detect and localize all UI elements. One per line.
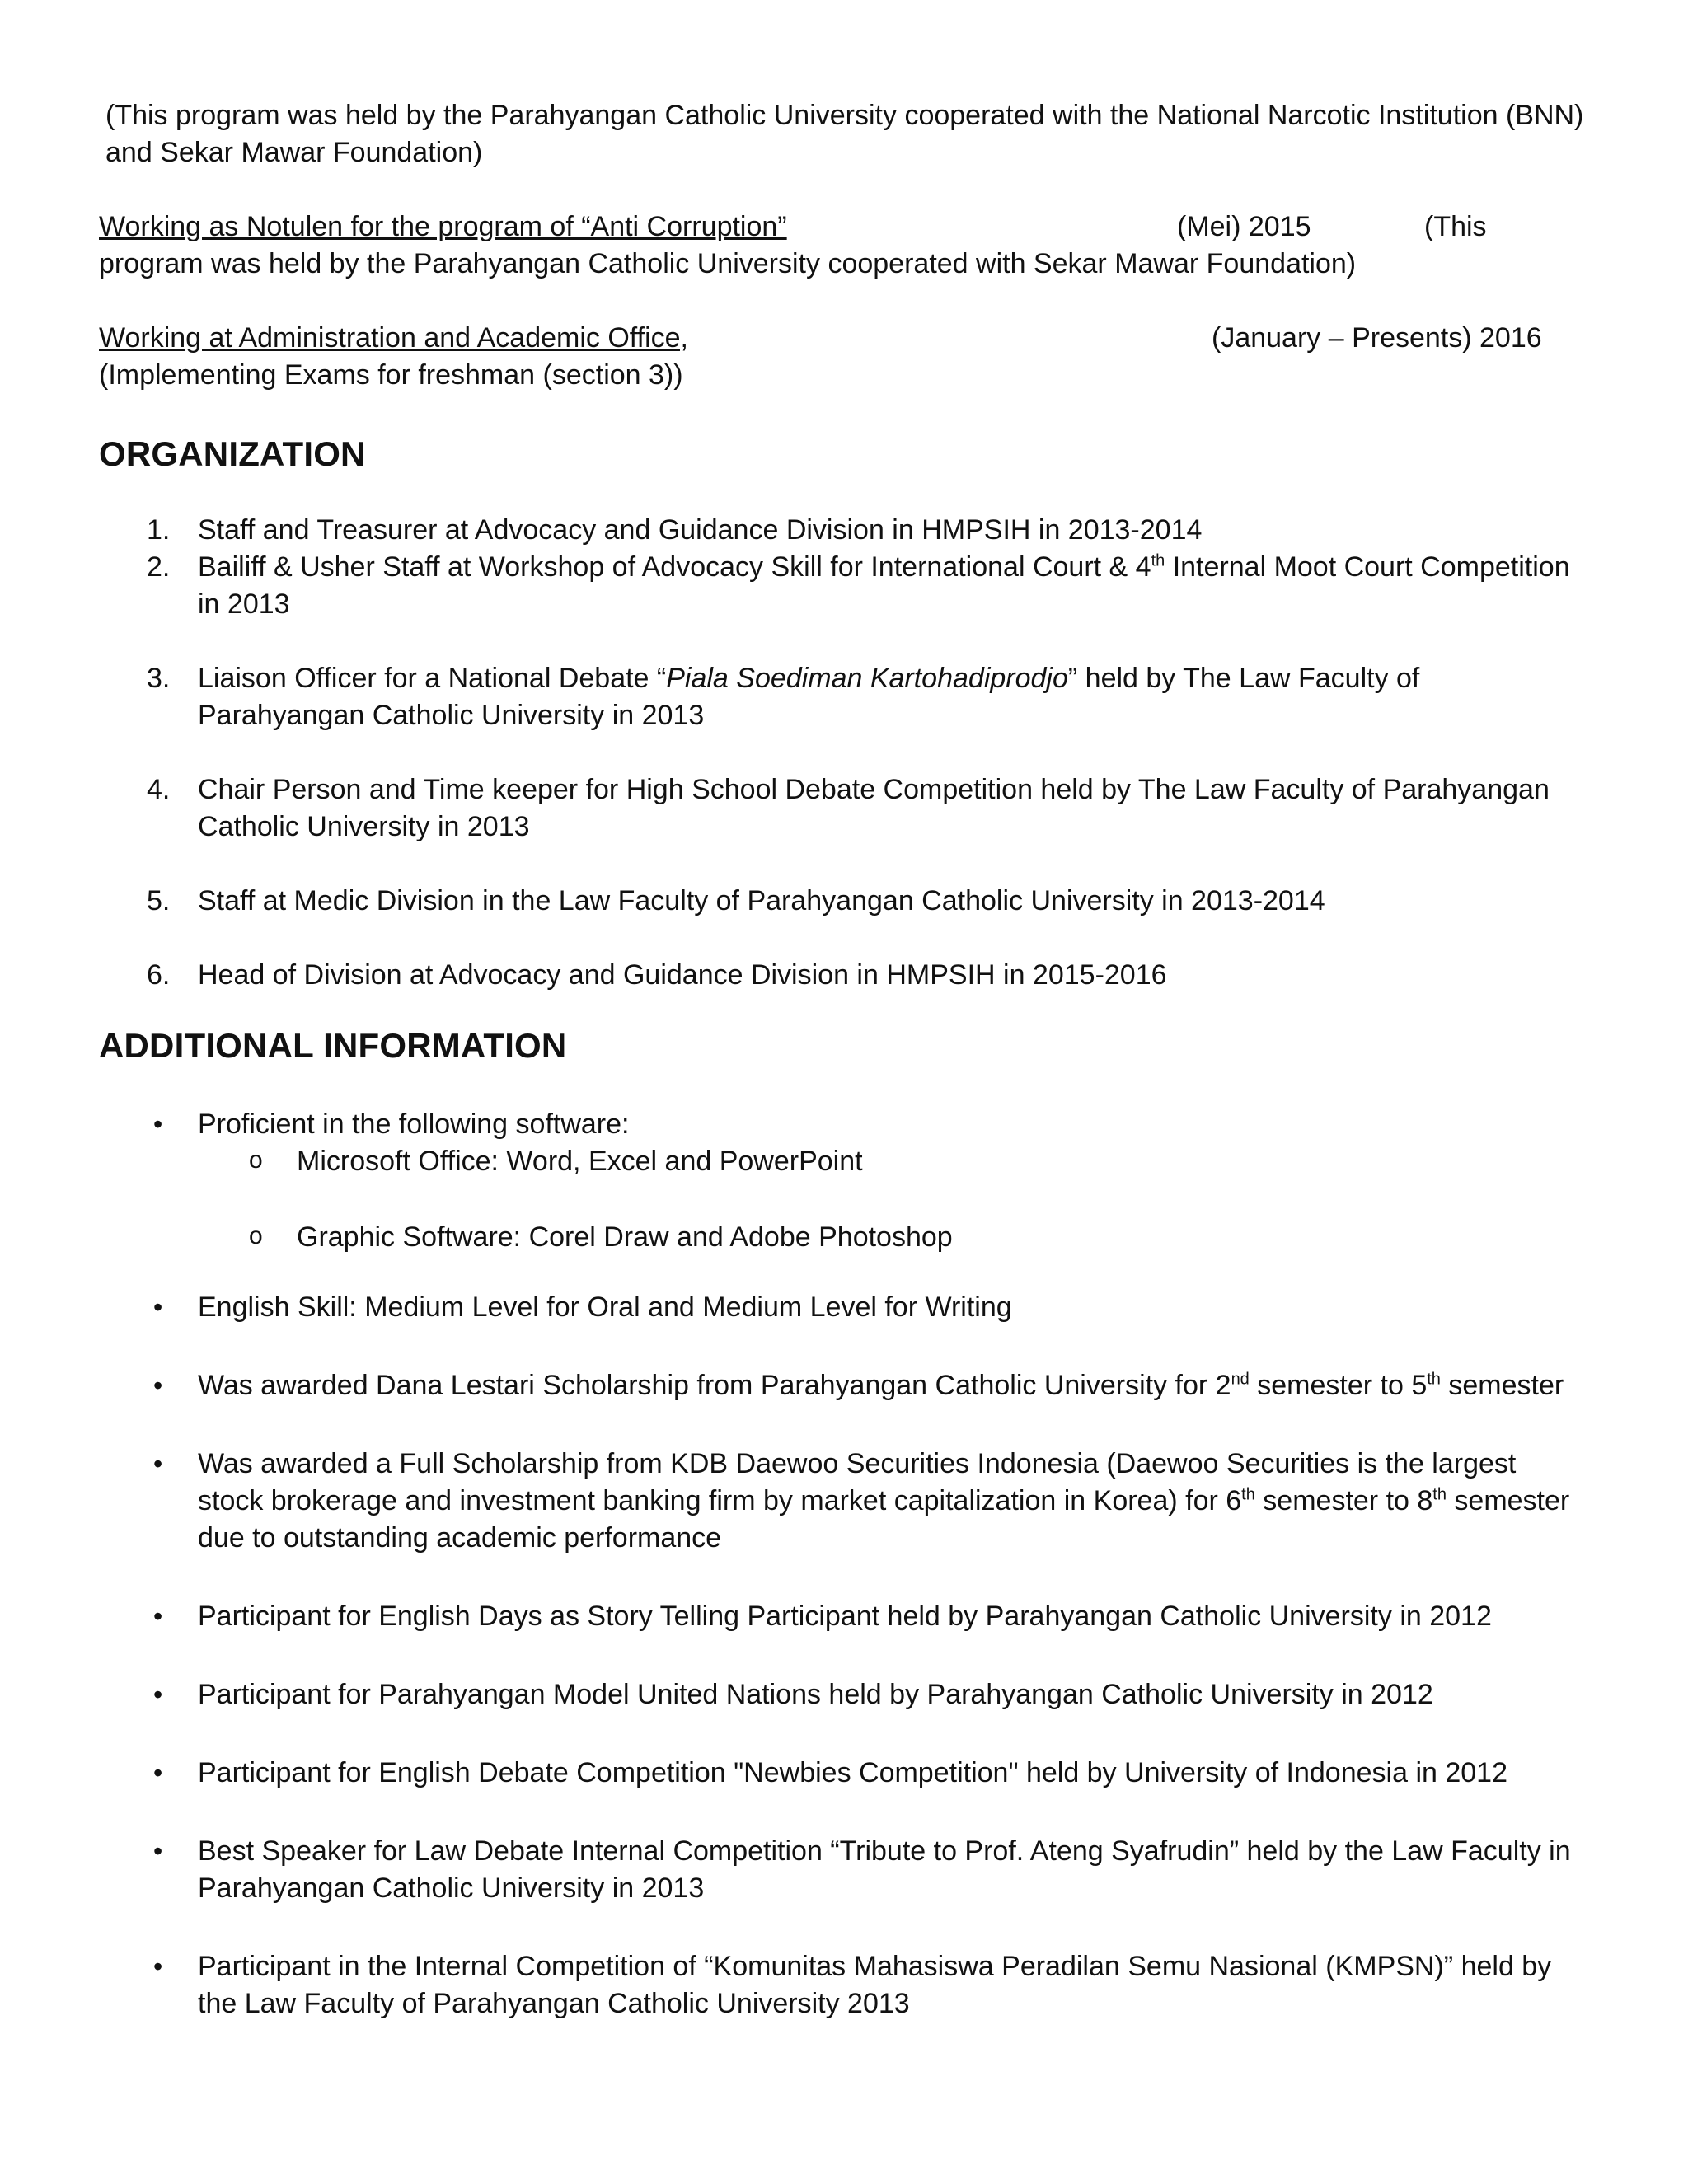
bullet-icon: • (153, 1449, 163, 1479)
work-date: (Mei) 2015 (1177, 211, 1311, 242)
list-item (99, 957, 1587, 994)
list-item (99, 1446, 1587, 1557)
sub-list-item (198, 1143, 1587, 1180)
bullet-icon: • (153, 1758, 163, 1788)
circle-bullet-icon: o (249, 1222, 263, 1249)
bullet-icon: • (153, 1952, 163, 1981)
list-item (99, 512, 1587, 549)
section-heading-organization: ORGANIZATION (99, 434, 366, 473)
item-text: Best Speaker for Law Debate Internal Competition “Tribute to Prof. Ateng Syafrudin” held by the Law Faculty in Parahyangan Catholic University in 2013 (198, 1835, 1571, 1904)
ordinal-suffix: th (1241, 1485, 1255, 1504)
item-text: Liaison Officer for a National Debate “ (198, 663, 667, 694)
organization-list (99, 512, 1587, 994)
item-text: Staff at Medic Division in the Law Faculty of Parahyangan Catholic University in 2013-2014 (198, 885, 1325, 916)
list-item (99, 1948, 1587, 2022)
item-text: Participant in the Internal Competition of “Komunitas Mahasiswa Peradilan Semu Nasional (KMPSN)” held by the Law Faculty of Parahyangan Catholic University 2013 (198, 1951, 1552, 2019)
item-text: Bailiff & Usher Staff at Workshop of Advocacy Skill for International Court & 4 (198, 551, 1151, 583)
bullet-icon: • (153, 1292, 163, 1322)
list-item (99, 771, 1587, 846)
item-text: English Skill: Medium Level for Oral and Medium Level for Writing (198, 1291, 1012, 1323)
item-text: Participant for English Debate Competition "Newbies Competition" held by University of Indonesia in 2012 (198, 1757, 1507, 1788)
work-note: program was held by the Parahyangan Catholic University cooperated with Sekar Mawar Foundation) (99, 248, 1357, 279)
item-text: Proficient in the following software: (198, 1108, 630, 1140)
ordinal-suffix: th (1432, 1485, 1447, 1504)
program-note: (This program was held by the Parahyangan Catholic University cooperated with the National Narcotic Institution (BNN) and Sekar Mawar Foundation) (106, 100, 1584, 168)
software-list (198, 1143, 1587, 1256)
item-text: Participant for English Days as Story Telling Participant held by Parahyangan Catholic University in 2012 (198, 1601, 1492, 1632)
circle-bullet-icon: o (249, 1146, 263, 1174)
item-text: Was awarded Dana Lestari Scholarship from Parahyangan Catholic University for 2 (198, 1370, 1231, 1401)
item-text: Staff and Treasurer at Advocacy and Guidance Division in HMPSIH in 2013-2014 (198, 514, 1203, 546)
item-text: semester due to outstanding academic performance (198, 1485, 1570, 1554)
item-text: semester to 8 (1254, 1485, 1433, 1516)
item-number: 5. (147, 885, 171, 916)
list-item (99, 549, 1587, 623)
bullet-icon: • (153, 1680, 163, 1709)
additional-list (99, 1106, 1587, 2022)
bullet-icon: • (153, 1601, 163, 1631)
work-date: (January – Presents) 2016 (1212, 322, 1542, 354)
section-heading-additional: ADDITIONAL INFORMATION (99, 1026, 567, 1065)
item-text: semester (1440, 1370, 1564, 1401)
item-number: 3. (147, 663, 171, 694)
item-text: semester to 5 (1249, 1370, 1428, 1401)
bullet-icon: • (153, 1836, 163, 1866)
ordinal-suffix: th (1427, 1370, 1441, 1389)
sub-list-item (198, 1219, 1587, 1256)
item-text: ” held by The Law Faculty of Parahyangan Catholic University in 2013 (198, 663, 1420, 731)
work-entry-notulen (99, 209, 1587, 283)
item-number: 6. (147, 959, 171, 991)
item-text: Internal Moot Court Competition in 2013 (198, 551, 1570, 620)
list-item (99, 1367, 1587, 1404)
list-item (99, 660, 1587, 734)
item-number: 4. (147, 774, 171, 805)
item-text: Participant for Parahyangan Model United Nations held by Parahyangan Catholic University in 2012 (198, 1679, 1433, 1710)
bullet-icon: • (153, 1371, 163, 1400)
ordinal-suffix: th (1151, 551, 1165, 570)
list-item (99, 1755, 1587, 1792)
item-number: 1. (147, 514, 171, 546)
item-text: Microsoft Office: Word, Excel and PowerPoint (297, 1146, 863, 1177)
list-item (99, 1289, 1587, 1326)
list-item (99, 1676, 1587, 1713)
work-entry-admin (99, 320, 1587, 394)
list-item (99, 1598, 1587, 1635)
item-text: Graphic Software: Corel Draw and Adobe Photoshop (297, 1221, 953, 1253)
work-note: (Implementing Exams for freshman (section 3)) (99, 359, 683, 391)
bullet-icon: • (153, 1109, 163, 1139)
item-number: 2. (147, 551, 171, 583)
item-text: Head of Division at Advocacy and Guidance Division in HMPSIH in 2015-2016 (198, 959, 1167, 991)
item-text: Chair Person and Time keeper for High School Debate Competition held by The Law Faculty of Parahyangan Catholic University in 2013 (198, 774, 1550, 842)
document-page (99, 97, 1587, 2064)
item-text: Was awarded a Full Scholarship from KDB Daewoo Securities Indonesia (Daewoo Securities is the largest stock brokerage and investment banking firm by market capitalization in Korea) for 6 (198, 1448, 1517, 1516)
list-item (99, 883, 1587, 920)
list-item (99, 1833, 1587, 1907)
work-title: Working at Administration and Academic Office, (99, 322, 688, 354)
ordinal-suffix: nd (1231, 1370, 1250, 1389)
event-name: Piala Soediman Kartohadiprodjo (666, 663, 1068, 694)
list-item (99, 1106, 1587, 1256)
work-note-start: (This (1424, 211, 1487, 242)
work-title: Working as Notulen for the program of “Anti Corruption” (99, 211, 787, 242)
